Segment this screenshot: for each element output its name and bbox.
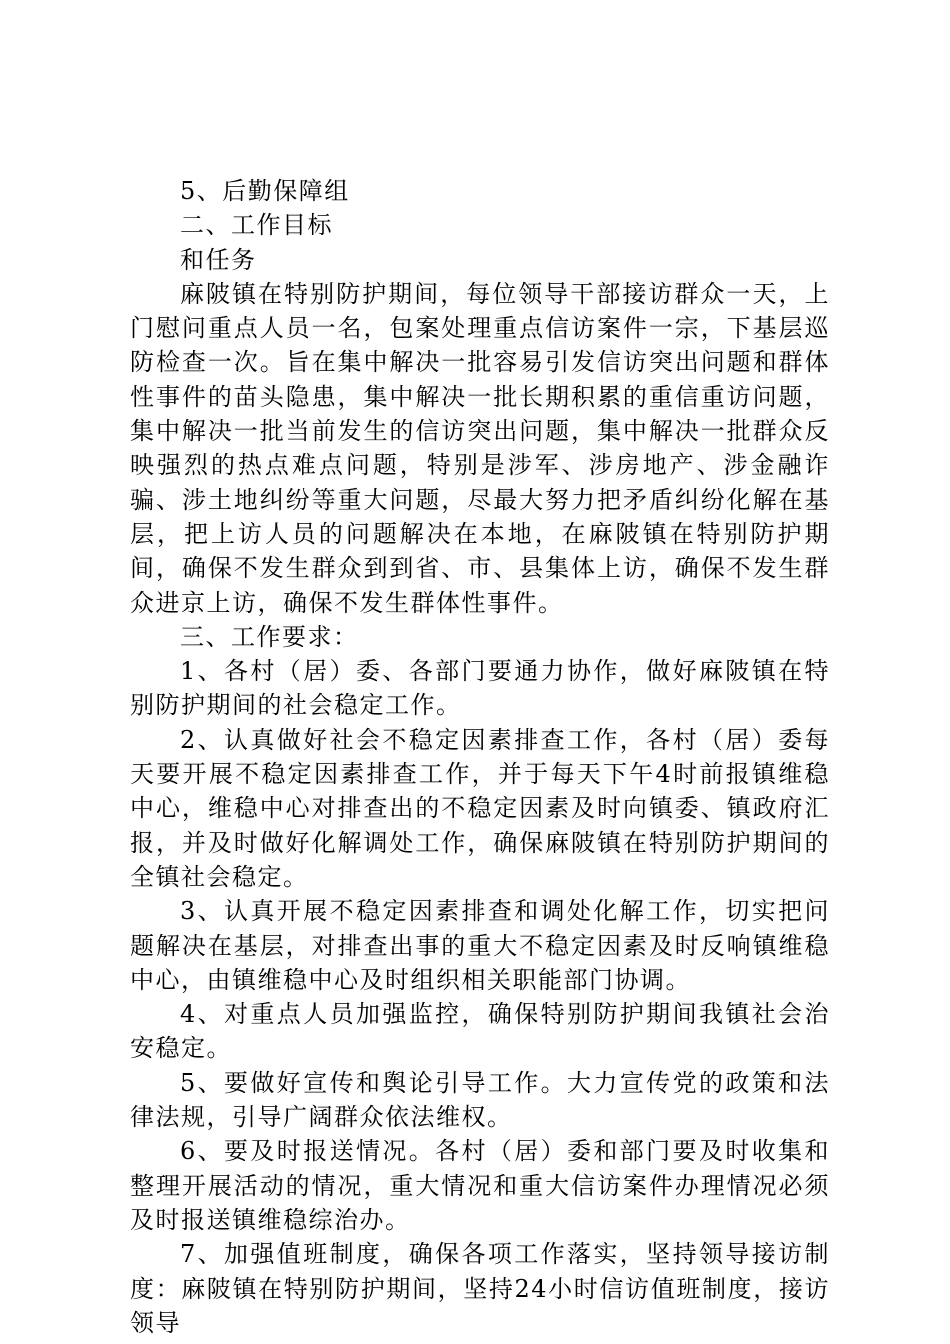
heading-requirements: 三、工作要求： [180,622,359,651]
heading-logistics: 5、后勤保障组 [180,177,350,205]
heading-goals: 二、工作目标 [180,211,333,240]
requirement-item: 4、对重点人员加强监控，确保特别防护期间我镇社会治安稳定。 [130,1000,830,1063]
requirement-item: 5、要做好宣传和舆论引导工作。大力宣传党的政策和法律法规，引导广阔群众依法维权。 [130,1068,830,1132]
requirement-item: 1、各村（居）委、各部门要通力协作，做好麻陂镇在特别防护期间的社会稳定工作。 [130,657,830,720]
requirement-item: 7、加强值班制度，确保各项工作落实，坚持领导接访制度：麻陂镇在特别防护期间，坚持24小时信访值班制度，接访领导 [130,1240,830,1337]
requirement-item: 3、认真开展不稳定因素排查和调处化解工作，切实把问题解决在基层，对排查出事的重大不稳定因素及时反响镇维稳中心，由镇维稳中心及时组织相关职能部门协调。 [130,897,830,994]
document-body [130,174,830,1340]
heading-goals-continued: 和任务 [180,245,257,274]
requirement-item: 2、认真做好社会不稳定因素排查工作，各村（居）委每天要开展不稳定因素排查工作，并于每天下午4时前报镇维稳中心，维稳中心对排查出的不稳定因素及时向镇委、镇政府汇报，并及时做好化解调处工作，确保麻陂镇在特别防护期间的全镇社会稳定。 [130,725,830,891]
requirement-item: 6、要及时报送情况。各村（居）委和部门要及时收集和整理开展活动的情况，重大情况和重大信访案件办理情况必须及时报送镇维稳综治办。 [130,1137,830,1234]
goals-paragraph: 麻陂镇在特别防护期间，每位领导干部接访群众一天，上门慰问重点人员一名，包案处理重点信访案件一宗，下基层巡防检查一次。旨在集中解决一批容易引发信访突出问题和群体性事件的苗头隐患，集中解决一批长期积累的重信重访问题，集中解决一批当前发生的信访突出问题，集中解决一批群众反映强烈的热点难点问题，特别是涉军、涉房地产、涉金融诈骗、涉土地纠纷等重大问题，尽最大努力把矛盾纠纷化解在基层，把上访人员的问题解决在本地，在麻陂镇在特别防护期间，确保不发生群众到到省、市、县集体上访，确保不发生群众进京上访，确保不发生群体性事件。 [130,279,830,617]
